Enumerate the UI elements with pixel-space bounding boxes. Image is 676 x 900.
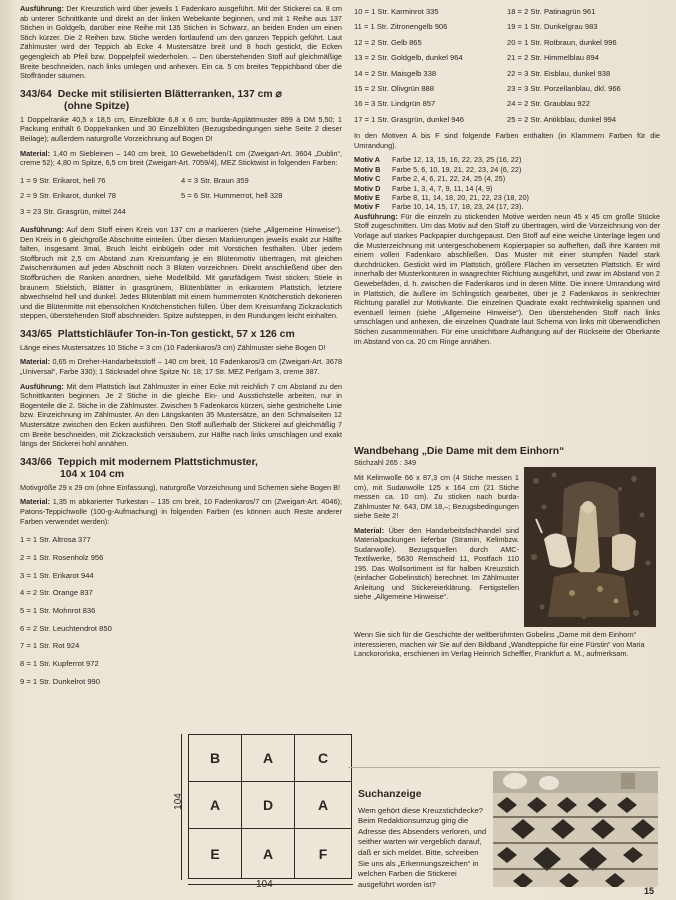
section-343-66-heading: 343/66 Teppich mit modernem Plattstichmuster, 104 x 104 cm <box>20 456 258 480</box>
motiv-item: Motiv D Farbe 1, 3, 4, 7, 9, 11, 14 (4, 9) <box>354 183 493 193</box>
search-notice-text: Wem gehört diese Kreuzstichdecke? Beim Redaktionsumzug ging die Adresse des Absenders verloren, und seither warten wir vergeblich darauf, daß er sich meldet. Bitte, schreiben Sie uns als „Erkennungszeichen“ in welchen Farben die Stickerei ausgeführt worden ist? <box>358 805 487 889</box>
grid-cell: D <box>242 782 295 829</box>
color-item: 14 = 2 Str. Maisgelb 338 <box>354 68 437 78</box>
right-column <box>354 7 661 351</box>
color-item: 5 = 6 Str. Hummerrot, hell 328 <box>181 191 283 201</box>
unicorn-tapestry-title: Wandbehang „Die Dame mit dem Einhorn“ <box>354 446 565 457</box>
unicorn-tapestry-photo <box>524 467 656 627</box>
color-item: 23 = 3 Str. Porzellanblau, dkl. 966 <box>507 84 621 94</box>
grid-cell: A <box>295 782 351 829</box>
color-item: 20 = 1 Str. Rotbraun, dunkel 996 <box>507 37 617 47</box>
color-item: 4 = 2 Str. Orange 837 <box>20 588 93 598</box>
color-item: 8 = 1 Str. Kupferrot 972 <box>20 659 99 669</box>
section-343-65-heading: 343/65 Plattstichläufer Ton-in-Ton gestickt, 57 x 126 cm <box>20 328 295 340</box>
motiv-item: Motiv A Farbe 12, 13, 15, 16, 22, 23, 25 (16, 22) <box>354 155 522 165</box>
motiv-item: Motiv C Farbe 2, 4, 6, 21, 22, 24, 25 (4, 25) <box>354 174 506 184</box>
intro-paragraph: Ausführung: Der Kreuzstich wird über jeweils 1 Fadenkaro ausgeführt. Mit der Stickerei ca. 8 cm ab unterer Schnittkante und direkt an der linken Webekante beginnen, und mit 1 Reihe aus 137 Stichen in Goldgelb, darüber eine Reihe mit 135 Stichen in Schwarz, an beiden Enden um einen Stich kürzer. Die 2 Reihen bzw. Stiche werden fortlaufend um den ganzen Teppich geführt. Laut Zählmuster wird der Teppich ab Ecke 4 Mustersätze breit und 8 hoch gestickt, die Ecken gegengleich ab Pfeil bzw. Doppelpfeil wiederholen. – Den überstehenden Stoff auf gleichmäßige Breite beschneiden, nach links umlegen und anhexen. Ein ca. 5 cm breites Teppichband über die Stoffränder säumen. <box>20 4 342 81</box>
section-343-65-execution: Ausführung: Mit dem Plattstich laut Zählmuster in einer Ecke mit reichlich 7 cm Abstand zu den Schnittkanten beginnen. Je 2 Stiche in die gleiche Ein- und Ausstichstelle arbeiten, nur in Bogenteile die 2. Stiche in die Zählmuster. Zwischen 5 Fadenkaros kürzen, siehe gestrichelte Linie bzw. Einzeichnung im Zählmuster. An den Längskanten 35 Mustersätze, an den Schmalseiten 12 Mustersätze zwischen den Ecken ausführen. Den Stoff außerhalb der Stickerei auf gleichmäßig 7 cm Breite beschneiden, mit Zickzackstich versäubern, zur Hälfte nach links umschlagen und exakt längs der Stickerei hohl annähen. <box>20 381 343 449</box>
color-item: 17 = 1 Str. Grasgrün, dunkel 946 <box>354 114 464 124</box>
color-item: 2 = 9 Str. Erikarot, dunkel 78 <box>20 191 117 201</box>
color-item: 3 = 23 Str. Grasgrün, mittel 244 <box>20 206 126 216</box>
section-343-66-desc: Motivgröße 29 x 29 cm (ohne Einfassung), naturgroße Vorzeichnung und Schemen siehe Bogen B! <box>20 482 341 492</box>
color-item: 18 = 2 Str. Patinagrün 961 <box>507 7 596 16</box>
rug-execution: Ausführung: Für die einzeln zu stickenden Motive werden neun 45 x 45 cm große Stücke Stoff zugeschnitten. Um das Motiv auf den Stoff zu übertragen, wird die Vorzeichnung von der Vorlage auf starkes Packpapier durchgepaust. Den Stoff auf eine weiche Unterlage legen und die Musterzeichnung mit untergeschobenem Kopierpapier so aufheften, daß ihre Kanten mit einem vollen Fadenkaro abschließen. Das Muster mit einer stumpfen Nadel stark durchdrücken. Gestickt wird im Plattstich, größere Flächen im versetzten Plattstich. Er wird innerhalb der Musterkonturen in waagrechter Richtung ausgeführt, und zwar im Abstand von 2 Gewebefäden, d. h. zwischen die Fadenkaros und in deren Mitte. Die innere Umrandung wird in Plattstich, die äußere im Schlingstich gearbeitet, über je 2 Fadenkaros in senkrechter Richtung parallel zur Motivkante. Die einzelnen Quadrate exakt rechtwinkelig spannen und eventuell leimen (siehe „Allgemeine Hinweise“). Den überstehenden Stoff nach links umschlagen und anhexen, die einzelnen Quadrate laut Schema von links mit überwendlichen Stichen zusammennähen. Für eine unsichtbare Aufhängung auf der Rückseite der Oberkante im Abstand von ca. 20 cm Ringe annähen. <box>354 211 661 346</box>
dimension-label-vertical: 104 <box>172 793 184 810</box>
section-343-66-material: Material: 1,35 m abkarierter Turkestan – 135 cm breit, 10 Fadenkaros/7 cm (Zweigart-Art. 4046); Patons-Teppichwolle (100-g-Aufmachung) in folgenden Farben (es können auch Reste anderer Farben verwendet werden): <box>20 497 342 526</box>
color-item: 5 = 1 Str. Mohnrot 836 <box>20 606 96 615</box>
grid-cell: A <box>242 829 295 878</box>
unicorn-tapestry-material: Material: Über den Handarbeitsfachhandel sind Materialpackungen lieferbar (Stramin, Kelimbzw. Sudanwolle). Bezugsquellen durch AMC-Textilwerke, 5630 Remscheid 11, Postfach 110 195. Das Wollsortiment ist für halben Kreuzstich (einfacher Gobelinstich) berechnet. Im Zählmuster Anleitung und Stickereierklärung. Fertigstellen siehe „Allgemeine Hinweise“. <box>354 525 519 601</box>
motiv-item: Motiv F Farbe 10, 14, 15, 17, 18, 23, 24 (17, 23). <box>354 202 524 212</box>
color-item: 15 = 2 Str. Olivgrün 888 <box>354 84 434 94</box>
color-item: 2 = 1 Str. Rosenholz 956 <box>20 552 104 562</box>
grid-cell: A <box>189 782 242 829</box>
color-item: 12 = 2 Str. Gelb 865 <box>354 37 422 47</box>
dimension-label-horizontal: 104 <box>256 879 273 890</box>
color-item: 22 = 3 Str. Eisblau, dunkel 938 <box>507 68 611 78</box>
color-item: 1 = 1 Str. Altrosa 377 <box>20 535 91 545</box>
color-item: 21 = 2 Str. Himmelblau 894 <box>507 53 599 63</box>
grid-cell: F <box>318 845 328 862</box>
color-item: 3 = 1 Str. Erikarot 944 <box>20 570 94 580</box>
motiv-intro: In den Motiven A bis F sind folgende Farben enthalten (in Klammern Farben für die Umrandung). <box>354 131 660 150</box>
section-343-64-execution: Ausführung: Auf dem Stoff einen Kreis von 137 cm ⌀ markieren (siehe „Allgemeine Hinweise“). Den Kreis in 6 gleichgroße Abschnitte einteilen. Über diesen Markierungen jeweils exakt zur Hälfte falten, insgesamt 3mal, Bruch leicht einbügeln oder mit Vorstichen festhalten. Über jedem Stoffbruch mit 2,5 cm Abstand zum Kreisumfang je ein Blütenmotiv übertragen, mit gleichen Zwischenräumen auf jeden Abschnitt noch 3 Blüten vorzeichnen. Direkt anschließend über den Stoffbrüchen die Ranken anordnen, siehe Modellbild. Mit ganzfädigem Twist sticken; Stiele in braunem Stielstich, Blätter in grasgrünem, Blütenblätter in erikarotem Plattstich, letztere abwechselnd hell und dunkel. Jedes Blütenblatt mit einem hummerroten Knötchenstich dekorieren und die Blütenmitte mit ebensolchen Knötchenstichen füllen. Über dem Kreisumfang Zickzackstich steppen, überstehenden Stoff abschneiden. Spitze aufsteppen, in den Rundungen leicht einhalten. <box>20 224 342 321</box>
search-notice <box>358 790 488 890</box>
divider <box>348 767 660 768</box>
section-343-65-desc: Länge eines Mustersatzes 10 Stiche = 3 cm (10 Fadenkaros/3 cm) Zählmuster siehe Bogen D! <box>20 342 326 352</box>
color-item: 10 = 1 Str. Karminrot 335 <box>354 7 439 16</box>
unicorn-tapestry-section <box>354 446 565 607</box>
color-item: 13 = 2 Str. Goldgelb, dunkel 964 <box>354 53 463 63</box>
color-item: 7 = 1 Str. Rot 924 <box>20 641 80 651</box>
rug-scheme-grid <box>188 734 352 879</box>
grid-cell: E <box>189 829 242 878</box>
section-343-64-heading: 343/64 Decke mit stilisierten Blätterranken, 137 cm ⌀ (ohne Spitze) <box>20 88 282 112</box>
unicorn-tapestry-text: Mit Kelimwolle 66 x 87,3 cm (4 Stiche messen 1 cm), mit Sudanwolle 125 x 164 cm (21 Stiche messen ca. 10 cm). Zu sticken nach burda-Zählmuster Nr. 643, DM 18,–; Bezugsbedingungen siehe Seite 2! <box>354 473 519 520</box>
color-item: 4 = 3 Str. Braun 359 <box>181 175 249 185</box>
stitch-count: Stichzahl 265 : 349 <box>354 457 417 467</box>
cross-stitch-tablecloth-photo <box>493 771 658 887</box>
color-item: 6 = 2 Str. Leuchtendrot 850 <box>20 623 112 633</box>
color-item: 9 = 1 Str. Dunkelrot 990 <box>20 676 100 686</box>
color-item: 1 = 9 Str. Erikarot, hell 76 <box>20 175 106 185</box>
grid-cell: A <box>242 735 295 782</box>
grid-cell: C <box>295 735 351 782</box>
color-item <box>181 204 342 219</box>
motiv-item: Motiv E Farbe 8, 11, 14, 18, 20, 21, 22, 23 (18, 20) <box>354 193 529 203</box>
motiv-item: Motiv B Farbe 5, 6, 10, 19, 21, 22, 23, 24 (6, 22) <box>354 164 522 174</box>
motiv-list <box>354 155 660 211</box>
section-343-65-material: Material: 0,65 m Dreher-Handarbeitsstoff – 140 cm breit, 10 Fadenkaros/3 cm (Zweigart-Art. 3678 „Universal“, Farbe 330); 1 Sticknadel ohne Spitze Nr. 18; 17 Str. MEZ Perlgarn 3, creme 387. <box>20 357 343 377</box>
search-notice-title: Suchanzeige <box>358 789 422 800</box>
color-list-continued <box>354 4 660 127</box>
color-item: 19 = 1 Str. Dunkelgrau 983 <box>507 22 598 32</box>
section-343-64-material: Material: 1,40 m Siebleinen – 140 cm breit, 10 Gewebefäden/1 cm (Zweigart-Art. 3604 „Dublin“, creme 52); 4,80 m Spitze, 6,5 cm breit (Zweigart-Art. 7059/4), MEZ Sticktwist in folgenden Farben: <box>20 148 343 168</box>
color-item: 16 = 3 Str. Lindgrün 857 <box>354 99 436 109</box>
color-item: 24 = 2 Str. Graublau 922 <box>507 99 590 109</box>
section-343-64-colors <box>20 173 342 219</box>
color-item: 25 = 2 Str. Antikblau, dunkel 994 <box>507 114 617 124</box>
grid-cell: B <box>189 735 242 782</box>
section-343-64-desc: 1 Doppelranke 40,5 x 18,5 cm, Einzelblüte 6,8 x 6 cm; burda-Applättmuster 899 à DM 5,50; 1 Packung enthält 6 Doppelranken und 30 Einzelblüten (Bezugsbedingungen siehe Seite 2 dieser Beilage); außerdem naturgroße Vorzeichnung auf Bogen D! <box>20 114 342 143</box>
unicorn-tapestry-note: Wenn Sie sich für die Geschichte der weltberühmten Gobelins „Dame mit dem Einhorn“ interessieren, machen wir Sie auf den Bildband „Wandteppiche für eine Fürstin“ von Maria Lanckorońska, erschienen im Verlag Heinrich Scheffler, Frankfurt a. M., aufmerksam. <box>354 630 645 658</box>
page-number: 15 <box>644 886 655 896</box>
left-column <box>20 4 342 691</box>
color-item: 11 = 1 Str. Zitronengelb 906 <box>354 22 448 32</box>
section-343-66-colors <box>20 531 170 690</box>
